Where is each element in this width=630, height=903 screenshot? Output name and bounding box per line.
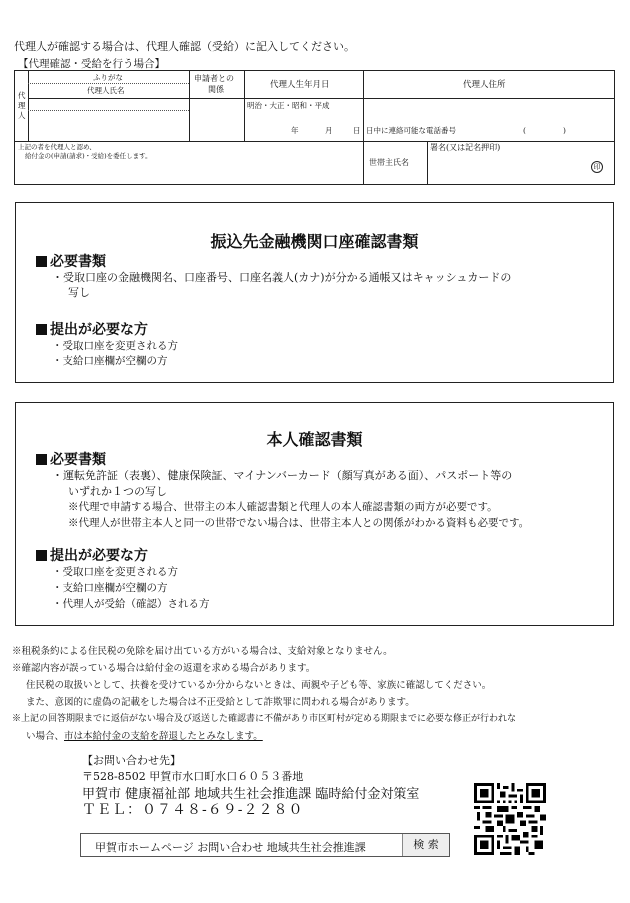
householder-name-label: 世帯主氏名 (369, 158, 409, 167)
bank-who-item-2: ・支給口座欄が空欄の方 (52, 355, 168, 367)
proxy-section-heading: 【代理確認・受給を行う場合】 (18, 58, 165, 70)
era-options: 明治・大正・昭和・平成 (247, 101, 330, 110)
relation-header-2: 関係 (208, 85, 224, 94)
id-who-heading: 提出が必要な方 (36, 545, 148, 565)
proxy-side-label-3: 人 (18, 111, 26, 120)
square-bullet-icon (36, 550, 47, 561)
note-4: また、意図的に虚偽の記載をした場合は不正受給として詐欺罪に問われる場合があります。 (26, 697, 415, 708)
id-who-item-3: ・代理人が受給（確認）される方 (52, 598, 210, 610)
address-header: 代理人住所 (463, 80, 506, 90)
delegation-text-2: 給付金の(申請(請求)・受給)を委任します。 (25, 152, 152, 160)
note-3: 住民税の取扱いとして、扶養を受けているか分からないときは、両親や子ども等、家族に確認してください。 (26, 680, 492, 691)
furigana-header: ふりがな (93, 73, 123, 82)
seal-mark: 印 (591, 161, 603, 173)
phone-paren-close: ) (563, 126, 566, 135)
birthdate-header: 代理人生年月日 (270, 80, 330, 90)
note-5: ※上記の回答期限までに返信がない場合及び返送した確認書に不備があり市区町村が定める期限までに必要な修正が行われな (12, 714, 517, 724)
note-1: ※租税条約による住民税の免除を届け出ている方がいる場合は、支給対象となりません。 (12, 646, 393, 657)
bank-box-title: 振込先金融機関口座確認書類 (210, 232, 419, 251)
proxy-side-label-2: 理 (18, 101, 26, 110)
proxy-name-header: 代理人氏名 (87, 86, 125, 95)
bank-who-heading: 提出が必要な方 (36, 319, 148, 339)
proxy-table (14, 70, 615, 185)
id-who-item-2: ・支給口座欄が空欄の方 (52, 582, 168, 594)
square-bullet-icon (36, 256, 47, 267)
proxy-side-label-1: 代 (18, 91, 26, 100)
id-box-title: 本人確認書類 (266, 430, 363, 449)
square-bullet-icon (36, 454, 47, 465)
birth-month-label: 月 (325, 126, 333, 135)
phone-paren-open: ( (523, 126, 526, 135)
contact-tel: ＴＥＬ：０７４８-６９-２２８０ (82, 802, 304, 818)
id-who-item-1: ・受取口座を変更される方 (52, 566, 178, 578)
bank-required-item-2: 写し (68, 286, 90, 299)
birth-year-label: 年 (291, 126, 299, 135)
bank-required-item-1: ・受取口座の金融機関名、口座番号、口座名義人(カナ)が分かる通帳又はキャッシュカードの (52, 271, 512, 284)
declined-notice: 市は本給付金の支給を辞退したとみなします。 (64, 731, 263, 742)
homepage-search-bar[interactable] (80, 833, 450, 857)
phone-label: 日中に連絡可能な電話番号 (366, 126, 456, 135)
signature-label: 署名(又は記名押印) (430, 143, 501, 152)
bank-who-item-1: ・受取口座を変更される方 (52, 340, 178, 352)
contact-department: 甲賀市 健康福祉部 地域共生社会推進課 臨時給付金対策室 (82, 787, 420, 802)
id-required-item-4: ※代理人が世帯主本人と同一の世帯でない場合は、世帯主本人との関係がわかる資料も必要です。 (68, 517, 530, 529)
bank-required-heading: 必要書類 (36, 251, 106, 271)
contact-address: 〒528-8502 甲賀市水口町水口６０５３番地 (82, 770, 304, 783)
note-6: い場合、市は本給付金の支給を辞退したとみなします。 (26, 731, 263, 742)
id-required-item-1: ・運転免許証（表裏）、健康保険証、マイナンバーカード（顔写真がある面）、パスポート等の (52, 469, 513, 482)
id-required-heading: 必要書類 (36, 449, 106, 469)
delegation-text-1: 上記の者を代理人と認め、 (18, 143, 96, 151)
bank-documents-box (15, 202, 614, 383)
qr-code[interactable] (474, 783, 546, 855)
relation-header-1: 申請者との (194, 74, 234, 83)
contact-heading: 【お問い合わせ先】 (82, 754, 181, 767)
intro-text: 代理人が確認する場合は、代理人確認（受給）に記入してください。 (14, 40, 355, 53)
note-2: ※確認内容が誤っている場合は給付金の返還を求める場合があります。 (12, 663, 316, 674)
birth-day-label: 日 (353, 126, 361, 135)
id-required-item-2: いずれか１つの写し (68, 485, 167, 498)
id-required-item-3: ※代理で申請する場合、世帯主の本人確認書類と代理人の本人確認書類の両方が必要です。 (68, 501, 498, 513)
homepage-search-text: 甲賀市ホームページ お問い合わせ 地域共生社会推進課 (95, 841, 366, 854)
search-button[interactable]: 検 索 (402, 834, 449, 856)
id-documents-box (15, 402, 614, 626)
square-bullet-icon (36, 324, 47, 335)
